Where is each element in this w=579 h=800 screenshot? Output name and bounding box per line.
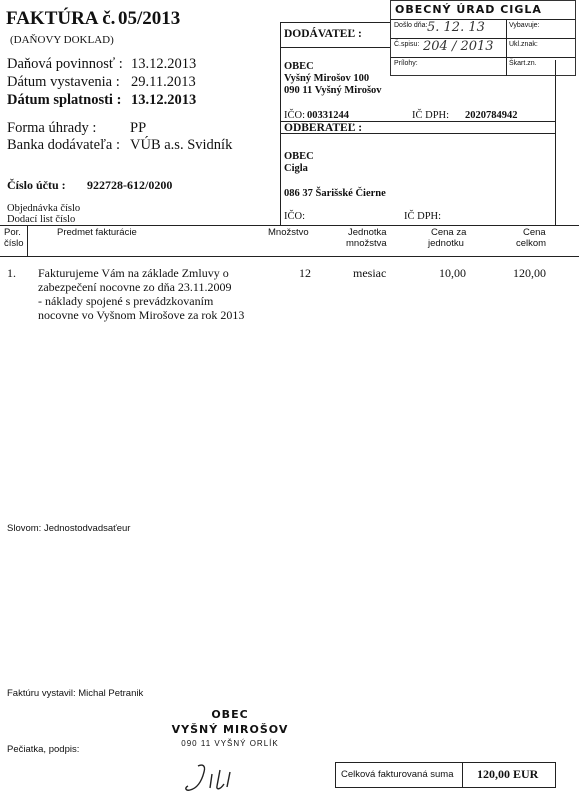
due-date-value: 13.12.2013 bbox=[131, 92, 197, 108]
row-unit: mesiac bbox=[353, 266, 387, 280]
col-header-price: Cena za bbox=[431, 227, 467, 238]
tax-date-label: Daňová povinnosť : bbox=[7, 56, 123, 72]
row-description-4: nocovne vo Vyšnom Mirošove za rok 2013 bbox=[38, 308, 245, 322]
customer-address1: Cigla bbox=[284, 163, 308, 174]
supplier-ico-label: IČO: bbox=[284, 110, 305, 121]
issued-by: Faktúru vystavil: Michal Petranik bbox=[7, 688, 144, 699]
customer-dph-label: IČ DPH: bbox=[404, 211, 442, 222]
registration-label: Č.spisu: bbox=[394, 41, 420, 48]
customer-address2: 086 37 Šarišské Čierne bbox=[284, 188, 386, 199]
issue-date-value: 29.11.2013 bbox=[131, 74, 196, 90]
col-header-total: Cena bbox=[523, 227, 546, 238]
supplier-ico-value: 00331244 bbox=[307, 110, 349, 121]
bank-value: VÚB a.s. Svidník bbox=[130, 137, 233, 153]
handler-label: Vybavuje: bbox=[509, 22, 540, 29]
supplier-dph-label: IČ DPH: bbox=[412, 110, 450, 121]
registry-stamp bbox=[390, 0, 576, 76]
invoice-title: FAKTÚRA č. bbox=[6, 8, 116, 29]
row-description-3: - náklady spojené s prevádzkovaním bbox=[38, 294, 214, 308]
registration-value: 204 / 2013 bbox=[423, 39, 494, 54]
delivery-note-label: Dodací list číslo bbox=[7, 214, 76, 225]
row-description-1: Fakturujeme Vám na základe Zmluvy o bbox=[38, 266, 229, 280]
customer-heading: ODBERATEĽ : bbox=[284, 122, 363, 134]
official-stamp-line2: VYŠNÝ MIROŠOV bbox=[171, 723, 289, 736]
row-unit-price: 10,00 bbox=[439, 266, 466, 280]
registry-stamp-title: OBECNÝ ÚRAD CIGLA bbox=[395, 3, 542, 16]
received-date-label: Došlo dňa: bbox=[394, 22, 428, 29]
tax-date-value: 13.12.2013 bbox=[131, 56, 197, 72]
row-number: 1. bbox=[7, 266, 16, 280]
account-label: Číslo účtu : bbox=[7, 178, 66, 192]
col-header-no: Por. bbox=[4, 227, 21, 238]
signature bbox=[180, 760, 250, 794]
col-header-total-2: celkom bbox=[516, 238, 547, 249]
received-date-value: 5. 12. 13 bbox=[427, 20, 485, 35]
supplier-address2: 090 11 Vyšný Mirošov bbox=[284, 85, 382, 96]
supplier-address1: Vyšný Mirošov 100 bbox=[284, 73, 370, 84]
supplier-dph-value: 2020784942 bbox=[465, 110, 518, 121]
row-quantity: 12 bbox=[299, 266, 311, 280]
customer-name: OBEC bbox=[284, 151, 314, 162]
row-description-2: zabezpečení nocovne zo dňa 23.11.2009 bbox=[38, 280, 232, 294]
invoice-subtitle: (DAŇOVY DOKLAD) bbox=[10, 34, 114, 46]
supplier-name: OBEC bbox=[284, 61, 314, 72]
col-header-item: Predmet fakturácie bbox=[57, 227, 137, 238]
summary-value: 120,00 EUR bbox=[477, 767, 539, 781]
invoice-number: 05/2013 bbox=[118, 8, 181, 29]
file-mark-label: Ukl.znak: bbox=[509, 41, 538, 48]
official-stamp-line3: 090 11 VYŠNÝ ORLÍK bbox=[181, 739, 279, 748]
order-number-label: Objednávka číslo bbox=[7, 203, 81, 214]
official-stamp-line1: OBEC bbox=[211, 708, 249, 721]
supplier-heading: DODÁVATEĽ : bbox=[284, 28, 362, 40]
payment-form-value: PP bbox=[130, 120, 147, 136]
row-total: 120,00 bbox=[513, 266, 546, 280]
col-header-unit: Jednotka bbox=[348, 227, 387, 238]
col-header-qty: Množstvo bbox=[268, 227, 309, 238]
due-date-label: Dátum splatnosti : bbox=[7, 92, 122, 108]
summary-box bbox=[335, 762, 556, 788]
seal-signature-label: Pečiatka, podpis: bbox=[7, 744, 80, 755]
issue-date-label: Dátum vystavenia : bbox=[7, 74, 120, 90]
attachments-label: Prílohy: bbox=[394, 60, 418, 67]
bank-label: Banka dodávateľa : bbox=[7, 137, 120, 153]
account-value: 922728-612/0200 bbox=[87, 178, 173, 192]
col-header-unit-2: množstva bbox=[346, 238, 387, 249]
shelf-mark-label: Škart.zn. bbox=[509, 60, 537, 67]
amount-in-words: Slovom: Jednostodvadsaťeur bbox=[7, 523, 131, 534]
summary-label: Celková fakturovaná suma bbox=[341, 769, 454, 780]
col-header-no-2: číslo bbox=[4, 238, 24, 249]
customer-ico-label: IČO: bbox=[284, 211, 305, 222]
official-stamp bbox=[150, 708, 310, 748]
payment-form-label: Forma úhrady : bbox=[7, 120, 97, 136]
col-header-price-2: jednotku bbox=[428, 238, 464, 249]
